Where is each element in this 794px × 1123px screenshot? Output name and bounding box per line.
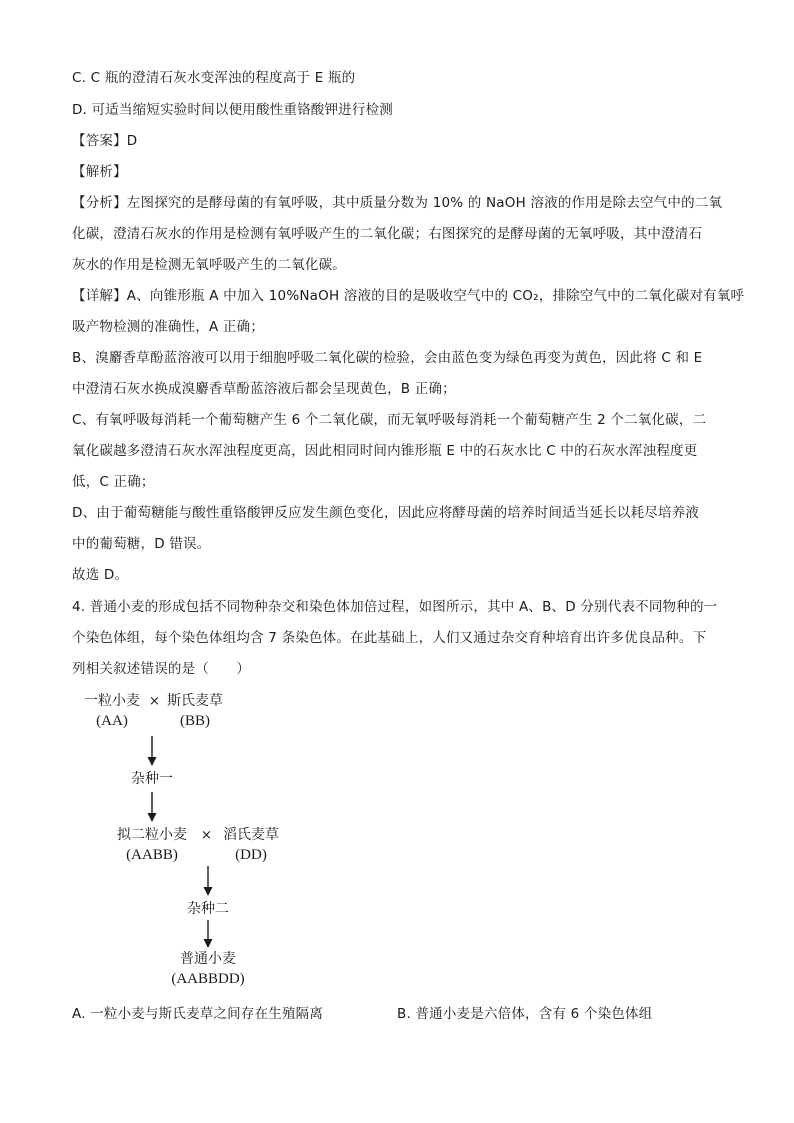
option-c-text: C. C 瓶的澄清石灰水变浑浊的程度高于 E 瓶的 — [72, 70, 356, 86]
species3-genome: (AABB) — [126, 847, 178, 863]
result-genome: (AABBDD) — [171, 971, 245, 987]
detail-line-1: 【详解】A、向锥形瓶 A 中加入 10%NaOH 溶液的目的是吸收空气中的 CO₂，排除空气中的二氧化碳对有氧呼 — [72, 288, 745, 304]
arrow-down-icon — [202, 866, 214, 896]
detail-line-6: 氧化碳越多澄清石灰水浑浊程度更高，因此相同时间内锥形瓶 E 中的石灰水比 C 中的石灰水浑浊程度更 — [72, 443, 698, 459]
species4-genome: (DD) — [235, 847, 267, 863]
species4-label: 滔氏麦草 — [223, 827, 279, 843]
question-4-line-2: 个染色体组，每个染色体组均含 7 条染色体。在此基础上，人们又通过杂交育种培育出许多优良品种。下 — [72, 630, 707, 646]
detail-line-5: C、有氧呼吸每消耗一个葡萄糖产生 6 个二氧化碳，而无氧呼吸每消耗一个葡萄糖产生 2 个二氧化碳，二 — [72, 412, 707, 428]
detail-line-9: 中的葡萄糖，D 错误。 — [72, 536, 211, 552]
analysis-line-1: 【分析】左图探究的是酵母菌的有氧呼吸，其中质量分数为 10% 的 NaOH 溶液的作用是除去空气中的二氧 — [72, 195, 723, 211]
analysis-line-3: 灰水的作用是检测无氧呼吸产生的二氧化碳。 — [72, 257, 346, 273]
species2-genome: (BB) — [180, 713, 210, 729]
option-b-text: B. 普通小麦是六倍体，含有 6 个染色体组 — [397, 1006, 653, 1022]
hybrid2-label: 杂种二 — [187, 901, 229, 917]
analysis-label: 【解析】 — [72, 164, 127, 180]
analysis-line-2: 化碳，澄清石灰水的作用是检测有氧呼吸产生的二氧化碳；右图探究的是酵母菌的无氧呼吸，其中澄清石 — [72, 226, 703, 242]
answer-label: 【答案】D — [72, 133, 138, 149]
hybrid1-label: 杂种一 — [131, 771, 173, 787]
option-a-text: A. 一粒小麦与斯氏麦草之间存在生殖隔离 — [72, 1006, 324, 1022]
detail-line-2: 吸产物检测的准确性，A 正确； — [72, 319, 265, 335]
arrow-down-icon — [146, 736, 158, 766]
question-4-line-3: 列相关叙述错误的是（ ） — [72, 661, 251, 677]
detail-line-8: D、由于葡萄糖能与酸性重铬酸钾反应发生颜色变化，因此应将酵母菌的培养时间适当延长以耗尽培养液 — [72, 505, 700, 521]
cross-symbol-2: × — [201, 828, 212, 843]
detail-line-7: 低，C 正确； — [72, 474, 155, 490]
species1-genome: (AA) — [96, 713, 128, 729]
question-4-line-1: 4. 普通小麦的形成包括不同物种杂交和染色体加倍过程，如图所示，其中 A、B、D 分别代表不同物种的一 — [72, 599, 718, 615]
option-d-text: D. 可适当缩短实验时间以便用酸性重铬酸钾进行检测 — [72, 102, 393, 118]
detail-line-3: B、溴麝香草酚蓝溶液可以用于细胞呼吸二氧化碳的检验，会由蓝色变为绿色再变为黄色，因此将 C 和 E — [72, 350, 703, 366]
cross-symbol-1: × — [149, 694, 160, 709]
arrow-down-icon — [202, 920, 214, 948]
species1-label: 一粒小麦 — [84, 693, 140, 709]
detail-line-4: 中澄清石灰水换成溴麝香草酚蓝溶液后都会呈现黄色，B 正确； — [72, 381, 456, 397]
arrow-down-icon — [146, 792, 158, 822]
conclusion-text: 故选 D。 — [72, 567, 129, 583]
result-label: 普通小麦 — [180, 951, 236, 967]
wheat-evolution-diagram — [72, 686, 332, 991]
species2-label: 斯氏麦草 — [167, 693, 223, 709]
species3-label: 拟二粒小麦 — [117, 827, 187, 843]
